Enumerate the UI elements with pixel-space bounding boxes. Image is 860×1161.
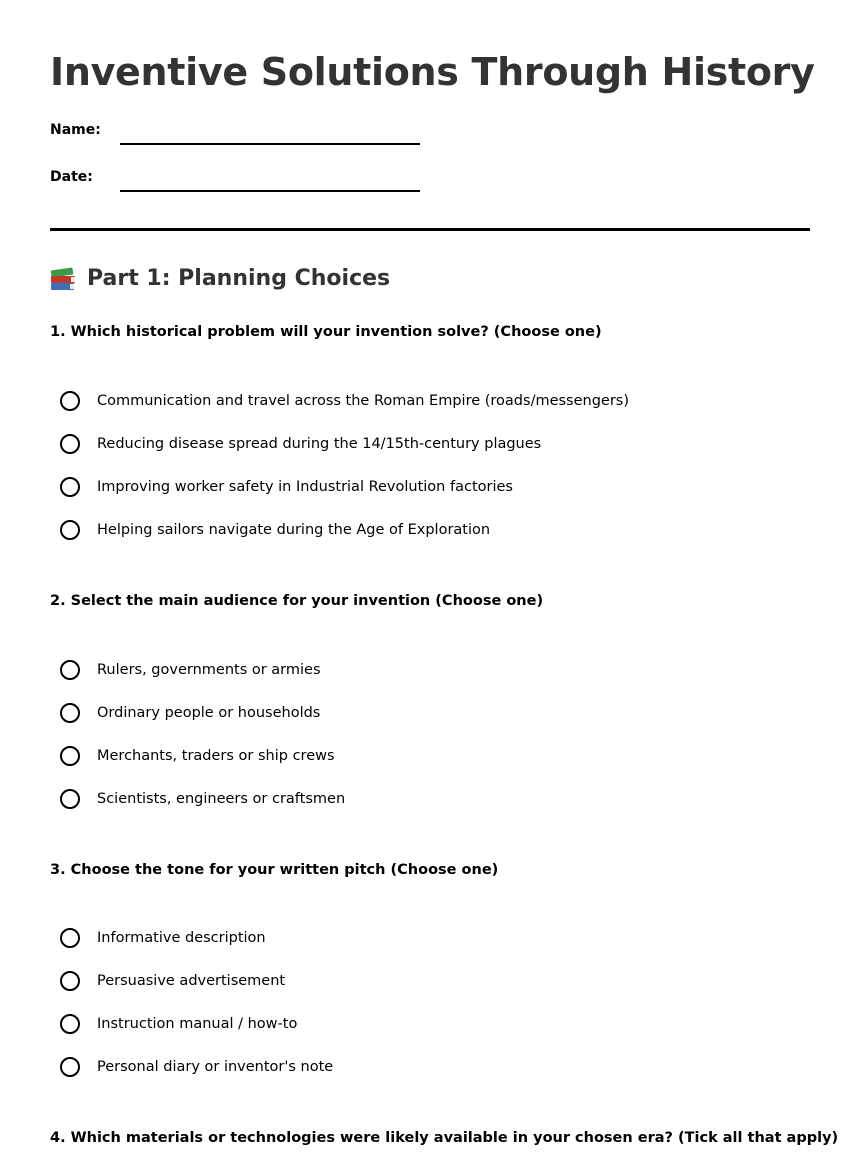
worksheet-title: Inventive Solutions Through History <box>50 50 815 94</box>
name-input-line[interactable] <box>120 143 420 145</box>
q2-option-3[interactable] <box>60 743 335 769</box>
option-label: Reducing disease spread during the 14/15th-century plagues <box>97 436 542 452</box>
name-label: Name: <box>50 122 101 138</box>
radio-button[interactable] <box>60 660 80 680</box>
option-label: Ordinary people or households <box>97 705 321 721</box>
option-label: Personal diary or inventor's note <box>97 1059 334 1075</box>
option-label: Scientists, engineers or craftsmen <box>97 791 346 807</box>
header-divider <box>50 228 810 231</box>
q2-option-2[interactable] <box>60 700 320 726</box>
radio-button[interactable] <box>60 789 80 809</box>
radio-button[interactable] <box>60 391 80 411</box>
option-label: Instruction manual / how-to <box>97 1016 298 1032</box>
date-input-line[interactable] <box>120 190 420 192</box>
q1-option-1[interactable] <box>60 388 629 414</box>
q3-option-2[interactable] <box>60 968 285 994</box>
radio-button[interactable] <box>60 520 80 540</box>
books-icon <box>50 267 76 291</box>
option-label: Helping sailors navigate during the Age of Exploration <box>97 522 491 538</box>
radio-button[interactable] <box>60 477 80 497</box>
q3-option-4[interactable] <box>60 1054 333 1080</box>
q2-option-1[interactable] <box>60 657 321 683</box>
option-label: Communication and travel across the Roman Empire (roads/messengers) <box>97 393 630 409</box>
q3-option-1[interactable] <box>60 925 266 951</box>
date-field-row <box>50 169 450 199</box>
question-2: 2. Select the main audience for your invention (Choose one) <box>50 593 544 609</box>
radio-button[interactable] <box>60 971 80 991</box>
q1-option-3[interactable] <box>60 474 513 500</box>
section-heading <box>50 266 390 291</box>
q2-option-4[interactable] <box>60 786 345 812</box>
option-label: Improving worker safety in Industrial Revolution factories <box>97 479 513 495</box>
date-label: Date: <box>50 169 93 185</box>
name-field-row <box>50 122 450 152</box>
option-label: Merchants, traders or ship crews <box>97 748 335 764</box>
q1-option-4[interactable] <box>60 517 490 543</box>
radio-button[interactable] <box>60 1014 80 1034</box>
q3-option-3[interactable] <box>60 1011 297 1037</box>
radio-button[interactable] <box>60 746 80 766</box>
question-4: 4. Which materials or technologies were likely available in your chosen era? (Tick all that apply) <box>50 1130 839 1146</box>
radio-button[interactable] <box>60 1057 80 1077</box>
question-3: 3. Choose the tone for your written pitch (Choose one) <box>50 862 499 878</box>
option-label: Informative description <box>97 930 266 946</box>
q1-option-2[interactable] <box>60 431 541 457</box>
radio-button[interactable] <box>60 703 80 723</box>
section-heading-text: Part 1: Planning Choices <box>87 266 391 291</box>
option-label: Persuasive advertisement <box>97 973 286 989</box>
option-label: Rulers, governments or armies <box>97 662 321 678</box>
radio-button[interactable] <box>60 928 80 948</box>
question-1: 1. Which historical problem will your invention solve? (Choose one) <box>50 324 602 340</box>
radio-button[interactable] <box>60 434 80 454</box>
